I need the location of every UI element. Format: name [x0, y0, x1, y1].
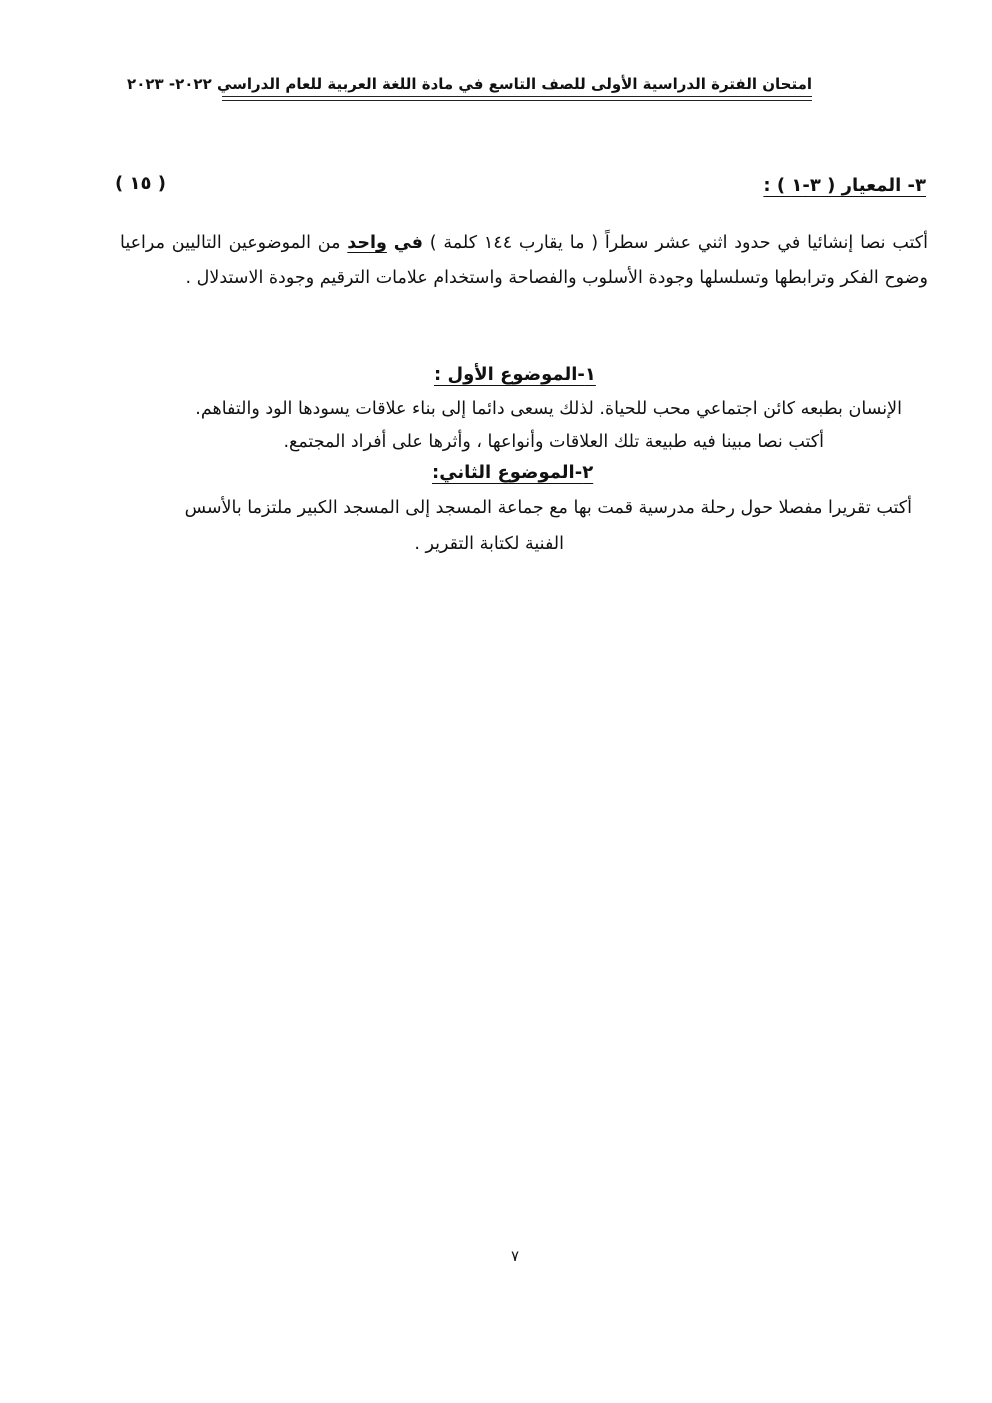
standard-heading: ٣- المعيار ( ٣-١ ) : — [763, 175, 926, 196]
instructions-text-part2: من الموضوعين التاليين مراعيا وضوح الفكر وترابطها وتسلسلها وجودة الأسلوب والفصاحة واستخدام علامات الترقيم وجودة الاستدلال . — [120, 233, 928, 288]
topic2-line2: الفنية لكتابة التقرير . — [414, 534, 564, 554]
instructions-text-part1: أكتب نصا إنشائيا في حدود اثني عشر سطراً ( ما يقارب ١٤٤ كلمة ) — [429, 233, 928, 253]
instructions-paragraph — [120, 226, 928, 296]
topic1-line1: الإنسان بطبعه كائن اجتماعي محب للحياة. لذلك يسعى دائما إلى بناء علاقات يسودها الود والتفاهم. — [195, 399, 902, 419]
topic1-heading: ١-الموضوع الأول : — [434, 364, 596, 385]
header-divider-secondary — [222, 100, 812, 101]
topic1-line2: أكتب نصا مبينا فيه طبيعة تلك العلاقات وأنواعها ، وأثرها على أفراد المجتمع. — [283, 432, 824, 452]
topic2-heading: ٢-الموضوع الثاني: — [432, 462, 594, 483]
topic2-line1: أكتب تقريرا مفصلا حول رحلة مدرسية قمت بها مع جماعة المسجد إلى المسجد الكبير ملتزما بالأسس — [184, 498, 912, 518]
exam-header-title: امتحان الفترة الدراسية الأولى للصف التاسع في مادة اللغة العربية للعام الدراسي ٢٠٢٢- ٢٠٢٣ — [127, 75, 812, 93]
header-divider — [222, 96, 812, 97]
score-label: ( ١٥ ) — [115, 173, 166, 194]
instructions-emphasis-fi: في — [393, 233, 423, 253]
instructions-emphasis-wahid: واحد — [347, 233, 387, 253]
page-number: ٧ — [510, 1247, 520, 1265]
